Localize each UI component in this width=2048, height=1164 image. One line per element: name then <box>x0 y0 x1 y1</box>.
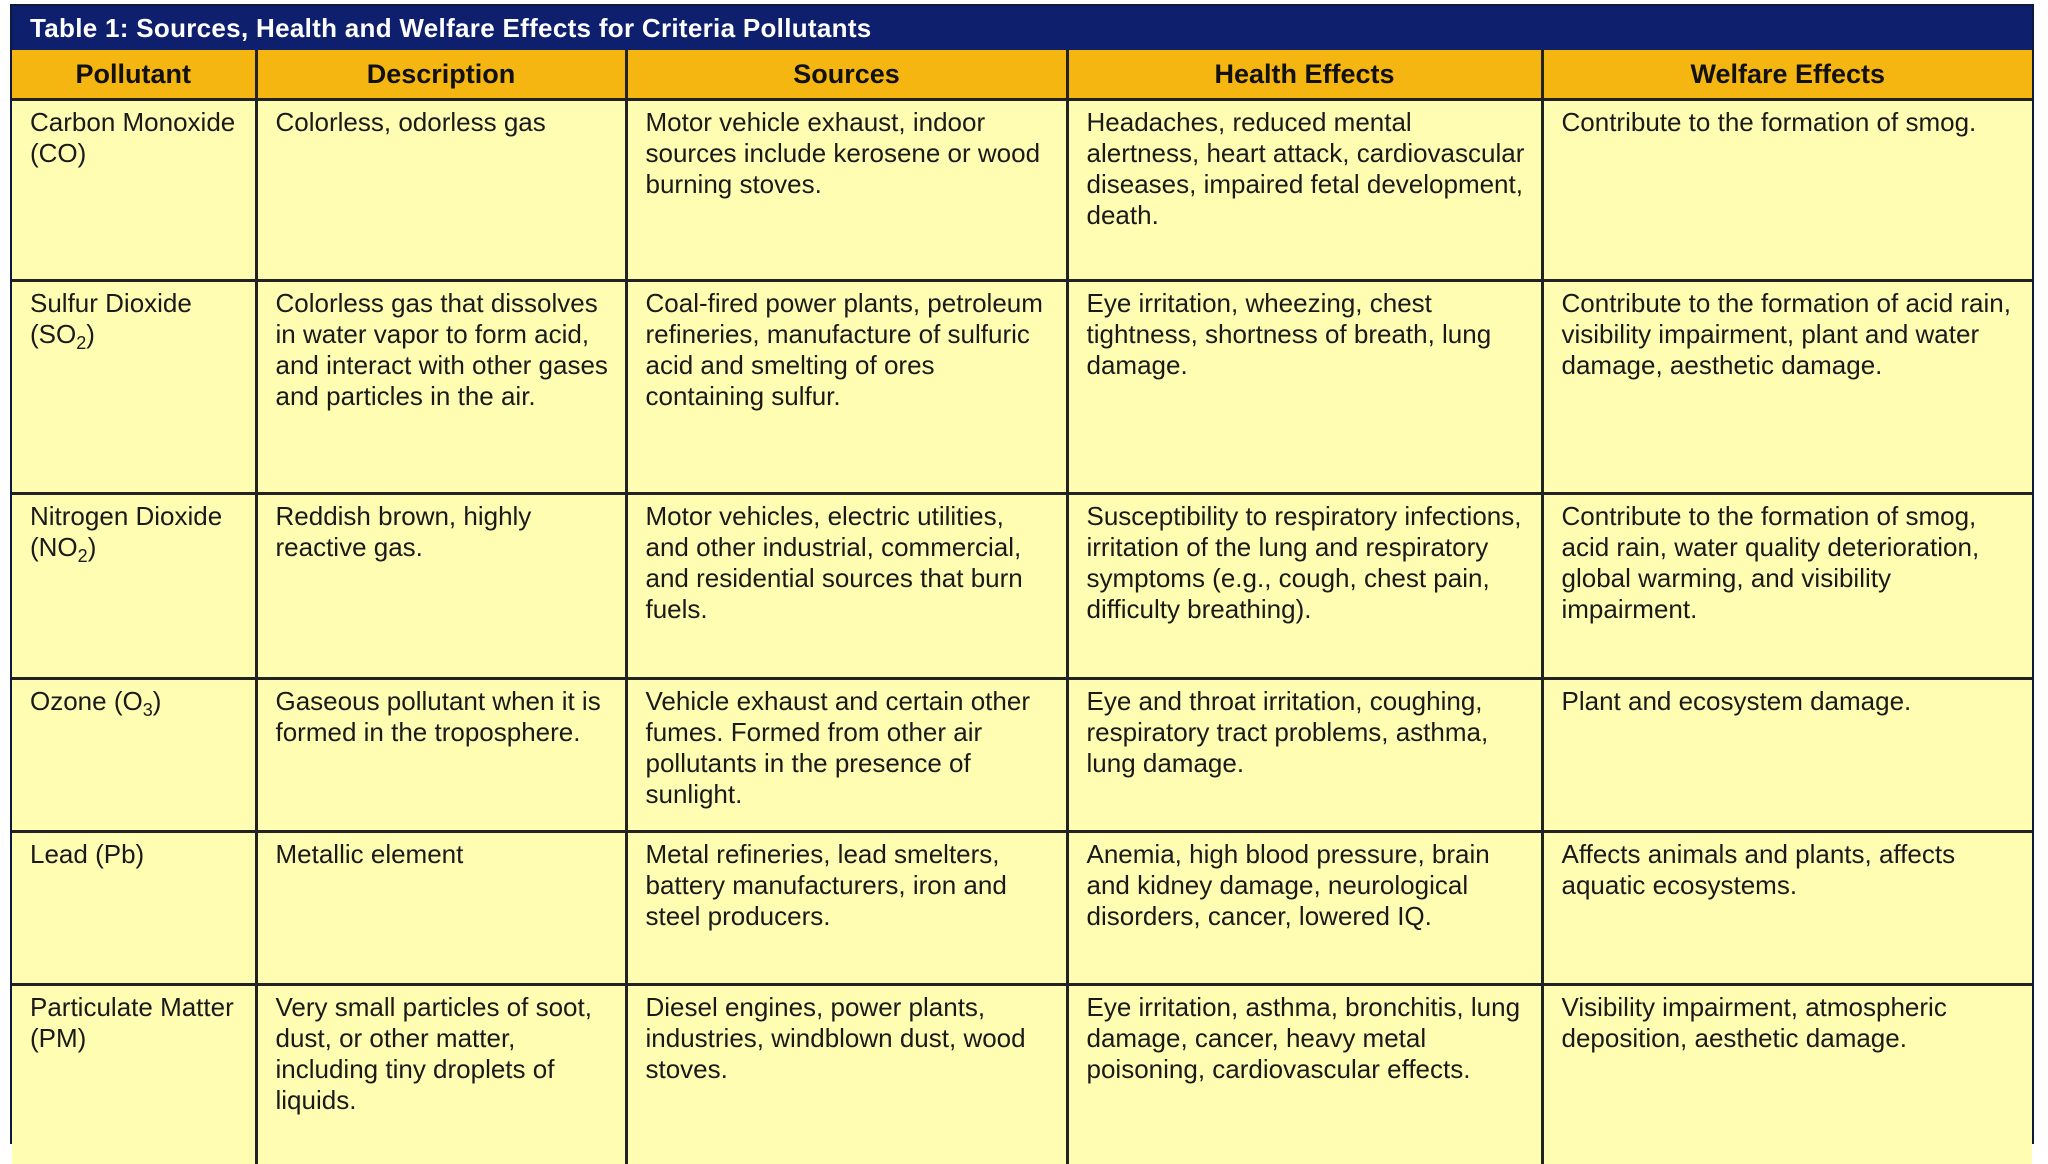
table-caption: Table 1: Sources, Health and Welfare Effects for Criteria Pollutants <box>12 6 2032 50</box>
table-row <box>12 281 2032 494</box>
pollutant-name: Nitrogen Dioxide (NO <box>30 501 222 562</box>
welfare-effects-cell: Contribute to the formation of smog. <box>1542 100 2032 281</box>
description-cell: Metallic element <box>256 832 626 985</box>
pollutant-subscript: 2 <box>78 546 88 566</box>
welfare-effects-cell: Affects animals and plants, affects aquatic ecosystems. <box>1542 832 2032 985</box>
welfare-effects-cell: Visibility impairment, atmospheric deposition, aesthetic damage. <box>1542 985 2032 1164</box>
pollutant-cell <box>12 985 256 1164</box>
description-cell: Colorless gas that dissolves in water vapor to form acid, and interact with other gases and particles in the air. <box>256 281 626 494</box>
description-cell: Reddish brown, highly reactive gas. <box>256 494 626 679</box>
health-effects-cell: Eye irritation, asthma, bronchitis, lung damage, cancer, heavy metal poisoning, cardiovascular effects. <box>1067 985 1542 1164</box>
health-effects-cell: Eye irritation, wheezing, chest tightness, shortness of breath, lung damage. <box>1067 281 1542 494</box>
description-cell: Colorless, odorless gas <box>256 100 626 281</box>
sources-cell: Motor vehicle exhaust, indoor sources include kerosene or wood burning stoves. <box>626 100 1067 281</box>
pollutant-name-tail: ) <box>88 532 97 562</box>
pollutant-name: Ozone (O <box>30 686 143 716</box>
sources-cell: Vehicle exhaust and certain other fumes. Formed from other air pollutants in the presence of sunlight. <box>626 679 1067 832</box>
pollutants-table <box>12 50 2032 1164</box>
table-row <box>12 832 2032 985</box>
header-row <box>12 50 2032 100</box>
welfare-effects-cell: Contribute to the formation of smog, acid rain, water quality deterioration, global warming, and visibility impairment. <box>1542 494 2032 679</box>
welfare-effects-cell: Contribute to the formation of acid rain, visibility impairment, plant and water damage, aesthetic damage. <box>1542 281 2032 494</box>
pollutant-name-tail: ) <box>153 686 162 716</box>
header-description: Description <box>256 50 626 100</box>
health-effects-cell: Eye and throat irritation, coughing, respiratory tract problems, asthma, lung damage. <box>1067 679 1542 832</box>
sources-cell: Motor vehicles, electric utilities, and other industrial, commercial, and residential sources that burn fuels. <box>626 494 1067 679</box>
header-sources: Sources <box>626 50 1067 100</box>
header-health-effects: Health Effects <box>1067 50 1542 100</box>
pollutant-cell <box>12 100 256 281</box>
pollutant-name: Sulfur Dioxide (SO <box>30 288 192 349</box>
welfare-effects-cell: Plant and ecosystem damage. <box>1542 679 2032 832</box>
pollutant-name-tail: ) <box>86 319 95 349</box>
pollutants-table-panel <box>10 4 2034 1144</box>
pollutant-name: Lead (Pb) <box>30 839 144 869</box>
sources-cell: Coal-fired power plants, petroleum refineries, manufacture of sulfuric acid and smelting of ores containing sulfur. <box>626 281 1067 494</box>
table-row <box>12 494 2032 679</box>
header-pollutant: Pollutant <box>12 50 256 100</box>
pollutant-name: Particulate Matter (PM) <box>30 992 234 1053</box>
pollutant-cell <box>12 494 256 679</box>
header-welfare-effects: Welfare Effects <box>1542 50 2032 100</box>
table-row <box>12 985 2032 1164</box>
description-cell: Very small particles of soot, dust, or other matter, including tiny droplets of liquids. <box>256 985 626 1164</box>
pollutant-subscript: 3 <box>143 700 153 720</box>
health-effects-cell: Headaches, reduced mental alertness, heart attack, cardiovascular diseases, impaired fetal development, death. <box>1067 100 1542 281</box>
table-row <box>12 679 2032 832</box>
health-effects-cell: Susceptibility to respiratory infections, irritation of the lung and respiratory symptoms (e.g., cough, chest pain, difficulty breathing). <box>1067 494 1542 679</box>
sources-cell: Metal refineries, lead smelters, battery manufacturers, iron and steel producers. <box>626 832 1067 985</box>
pollutant-cell <box>12 832 256 985</box>
pollutant-subscript: 2 <box>76 333 86 353</box>
health-effects-cell: Anemia, high blood pressure, brain and kidney damage, neurological disorders, cancer, lowered IQ. <box>1067 832 1542 985</box>
description-cell: Gaseous pollutant when it is formed in the troposphere. <box>256 679 626 832</box>
sources-cell: Diesel engines, power plants, industries, windblown dust, wood stoves. <box>626 985 1067 1164</box>
pollutant-cell <box>12 281 256 494</box>
pollutant-cell <box>12 679 256 832</box>
pollutant-name: Carbon Monoxide (CO) <box>30 107 235 168</box>
table-row <box>12 100 2032 281</box>
